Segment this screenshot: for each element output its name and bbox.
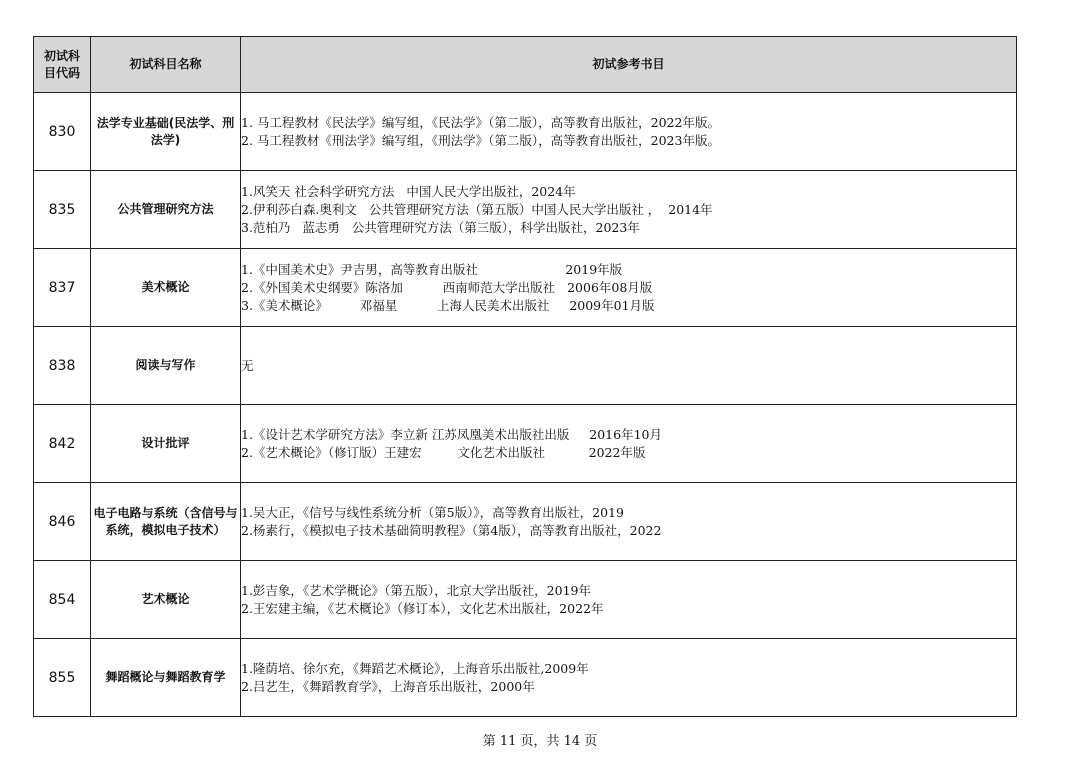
subject-name: 舞蹈概论与舞蹈教育学 [91, 639, 241, 717]
reference-books [241, 249, 1017, 327]
reference-line: 2.王宏建主编，《艺术概论》（修订本），文化艺术出版社，2022年 [241, 600, 604, 616]
reference-line: 1.风笑天 社会科学研究方法 中国人民大学出版社，2024年 [241, 183, 576, 199]
reference-line: 2. 马工程教材《刑法学》编写组，《刑法学》（第二版），高等教育出版社，2023年版。 [241, 132, 720, 148]
subject-code: 835 [34, 171, 91, 249]
table-row [34, 561, 1017, 639]
table-row [34, 171, 1017, 249]
subject-name: 法学专业基础(民法学、刑法学) [91, 93, 241, 171]
reference-books [241, 483, 1017, 561]
subject-name: 电子电路与系统（含信号与系统，模拟电子技术） [91, 483, 241, 561]
subject-name: 阅读与写作 [91, 327, 241, 405]
reference-line: 1. 马工程教材《民法学》编写组，《民法学》（第二版），高等教育出版社，2022年版。 [241, 114, 720, 130]
subject-name: 设计批评 [91, 405, 241, 483]
table-row [34, 93, 1017, 171]
page-footer: 第 11 页，共 14 页 [482, 734, 598, 749]
reference-line: 1.吴大正，《信号与线性系统分析（第5版）》，高等教育出版社，2019 [241, 504, 624, 520]
subject-code: 838 [34, 327, 91, 405]
subject-code: 830 [34, 93, 91, 171]
reference-line: 1.彭吉象，《艺术学概论》（第五版），北京大学出版社，2019年 [241, 582, 591, 598]
reference-books [241, 561, 1017, 639]
reference-line: 2.《艺术概论》（修订版）王建宏 文化艺术出版社 2022年版 [241, 444, 646, 460]
table-row [34, 405, 1017, 483]
reference-line: 2.伊利莎白森.奥利文 公共管理研究方法（第五版）中国人民大学出版社 ， 2014年 [241, 201, 713, 217]
subject-code: 855 [34, 639, 91, 717]
reference-books [241, 171, 1017, 249]
reference-books [241, 327, 1017, 405]
reference-books [241, 639, 1017, 717]
reference-line: 3.范柏乃 蓝志勇 公共管理研究方法（第三版），科学出版社，2023年 [241, 219, 640, 235]
table-row [34, 483, 1017, 561]
reference-line: 3.《美术概论》 邓福星 上海人民美术出版社 2009年01月版 [241, 297, 655, 313]
table-row [34, 639, 1017, 717]
reference-books [241, 93, 1017, 171]
header-refs: 初试参考书目 [241, 37, 1017, 93]
reference-line: 无 [241, 357, 254, 373]
reference-line: 1.《中国美术史》尹吉男，高等教育出版社 2019年版 [241, 261, 623, 277]
reference-line: 1.隆荫培、徐尔充，《舞蹈艺术概论》，上海音乐出版社,2009年 [241, 660, 589, 676]
header-name: 初试科目名称 [91, 37, 241, 93]
reference-line: 1.《设计艺术学研究方法》李立新 江苏凤凰美术出版社出版 2016年10月 [241, 426, 662, 442]
subject-code: 846 [34, 483, 91, 561]
subject-name: 公共管理研究方法 [91, 171, 241, 249]
subject-code: 842 [34, 405, 91, 483]
syllabus-table [33, 36, 1017, 717]
table-header-row [34, 37, 1017, 93]
subject-name: 艺术概论 [91, 561, 241, 639]
reference-line: 2.《外国美术史纲要》陈洛加 西南师范大学出版社 2006年08月版 [241, 279, 653, 295]
subject-code: 854 [34, 561, 91, 639]
reference-line: 2.吕艺生，《舞蹈教育学》，上海音乐出版社，2000年 [241, 678, 535, 694]
table-row [34, 249, 1017, 327]
reference-books [241, 405, 1017, 483]
header-code: 初试科 目代码 [34, 37, 91, 93]
table-row [34, 327, 1017, 405]
subject-name: 美术概论 [91, 249, 241, 327]
reference-line: 2.杨素行，《模拟电子技术基础简明教程》（第4版），高等教育出版社，2022 [241, 522, 662, 538]
subject-code: 837 [34, 249, 91, 327]
